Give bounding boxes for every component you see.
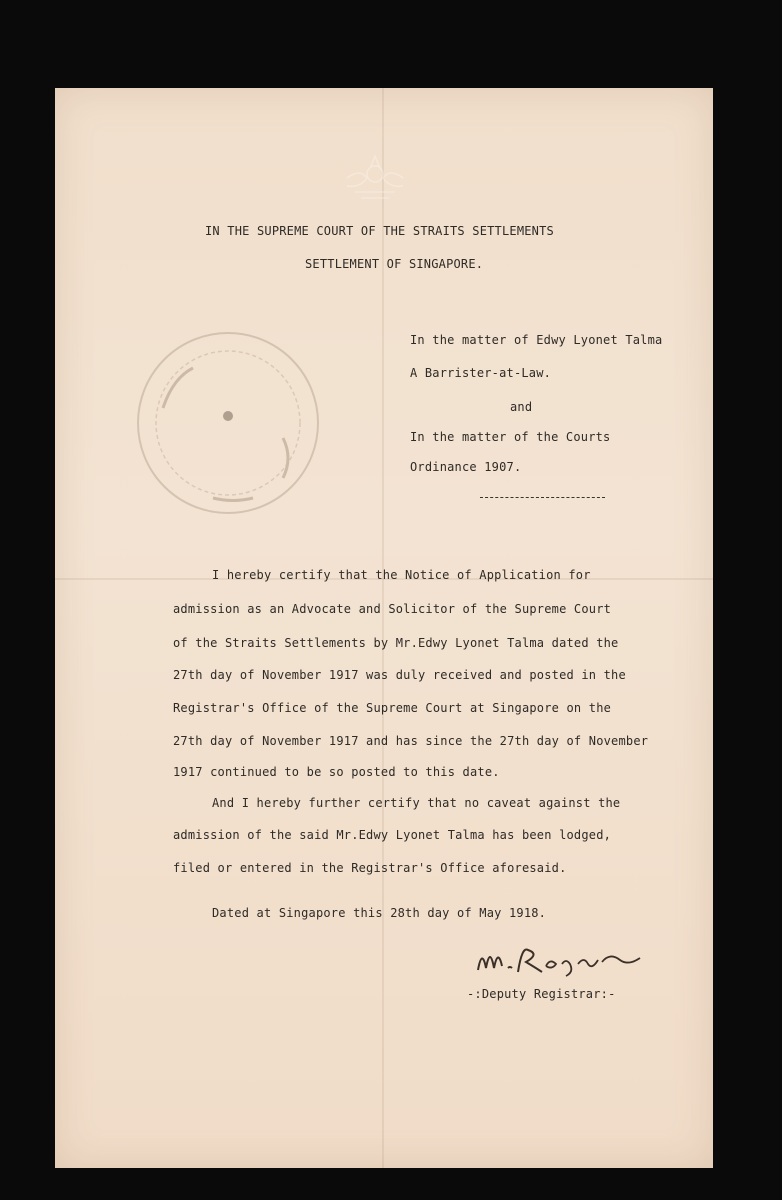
- matter-line-1: In the matter of Edwy Lyonet Talma: [410, 333, 663, 347]
- signature-title: -:Deputy Registrar:-: [467, 987, 616, 1001]
- body-p1-line-2: admission as an Advocate and Solicitor of the Supreme Court: [173, 602, 612, 616]
- body-p1-line-7: 1917 continued to be so posted to this date.: [173, 765, 500, 779]
- court-seal-stamp-icon: [133, 328, 323, 518]
- body-p1-line-4: 27th day of November 1917 was duly received and posted in the: [173, 668, 626, 682]
- body-p2-line-1: And I hereby further certify that no caveat against the: [212, 796, 621, 810]
- body-p1-line-5: Registrar's Office of the Supreme Court at Singapore on the: [173, 701, 612, 715]
- matter-line-3: and: [510, 400, 533, 414]
- fold-crease-vertical: [382, 88, 384, 1168]
- signature-icon: [470, 938, 650, 988]
- embossed-crest-icon: [335, 148, 415, 208]
- body-p1-line-1: I hereby certify that the Notice of Application for: [212, 568, 591, 582]
- body-p1-line-3: of the Straits Settlements by Mr.Edwy Lyonet Talma dated the: [173, 636, 619, 650]
- body-p1-line-6: 27th day of November 1917 and has since the 27th day of November: [173, 734, 649, 748]
- document-page: [55, 88, 713, 1168]
- body-p2-line-3: filed or entered in the Registrar's Office aforesaid.: [173, 861, 567, 875]
- court-heading: IN THE SUPREME COURT OF THE STRAITS SETTLEMENTS: [205, 224, 554, 238]
- body-p2-line-2: admission of the said Mr.Edwy Lyonet Talma has been lodged,: [173, 828, 612, 842]
- dated-line: Dated at Singapore this 28th day of May 1918.: [212, 906, 547, 920]
- matter-line-2: A Barrister-at-Law.: [410, 366, 552, 380]
- matter-line-5: Ordinance 1907.: [410, 460, 522, 474]
- matter-divider-rule: [480, 497, 605, 498]
- settlement-heading: SETTLEMENT OF SINGAPORE.: [305, 257, 484, 271]
- matter-line-4: In the matter of the Courts: [410, 430, 611, 444]
